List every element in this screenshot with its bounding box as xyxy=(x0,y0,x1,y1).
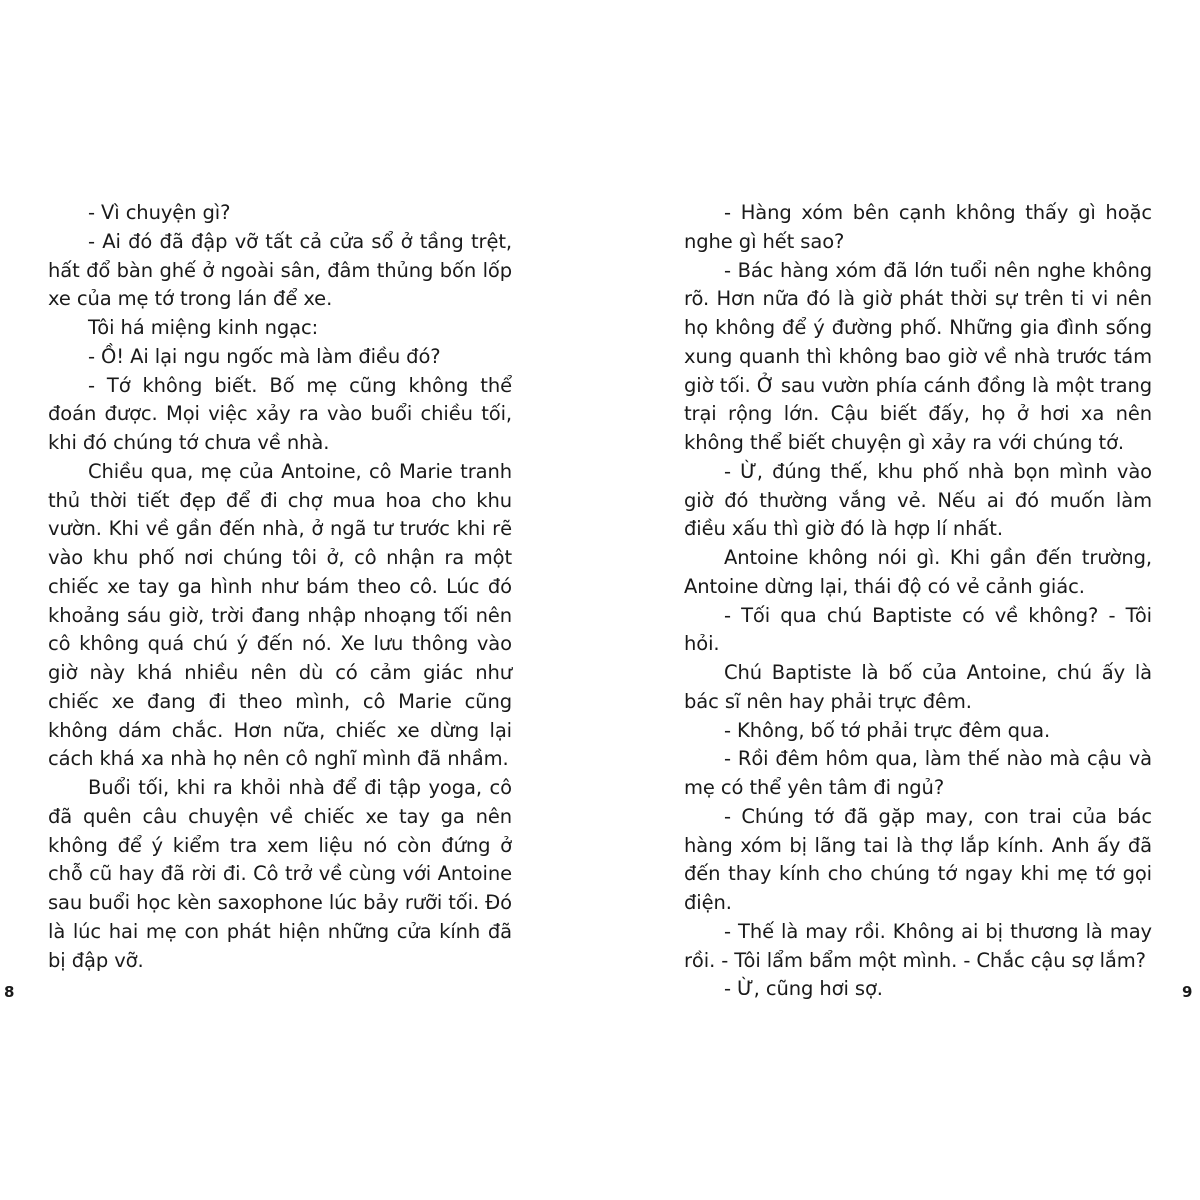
page-number-right: 9 xyxy=(1182,983,1193,1001)
left-page-text xyxy=(48,199,512,975)
paragraph: - Chúng tớ đã gặp may, con trai của bác hàng xóm bị lãng tai là thợ lắp kính. Anh ấy đã đến thay kính cho chúng tớ ngay khi mẹ tớ gọi điện. xyxy=(684,804,1152,914)
paragraph: Buổi tối, khi ra khỏi nhà để đi tập yoga, cô đã quên câu chuyện về chiếc xe tay ga nên không để ý kiểm tra xem liệu nó còn đứng ở chỗ cũ hay đã rời đi. Cô trở về cùng với Antoine sau buổi học kèn saxophone lúc bảy rưỡi tối. Đó là lúc hai mẹ con phát hiện những cửa kính đã bị đập vỡ. xyxy=(48,776,512,972)
paragraph: - Ồ! Ai lại ngu ngốc mà làm điều đó? xyxy=(88,344,441,368)
paragraph: - Vì chuyện gì? xyxy=(88,201,231,224)
paragraph: - Không, bố tớ phải trực đêm qua. xyxy=(724,718,1051,742)
paragraph: Chú Baptiste là bố của Antoine, chú ấy là bác sĩ nên hay phải trực đêm. xyxy=(684,661,1152,713)
paragraph: - Ai đó đã đập vỡ tất cả cửa sổ ở tầng trệt, hất đổ bàn ghế ở ngoài sân, đâm thủng bốn lốp xe của mẹ tớ trong lán để xe. xyxy=(48,229,512,311)
paragraph: - Rồi đêm hôm qua, làm thế nào mà cậu và mẹ có thể yên tâm đi ngủ? xyxy=(684,747,1152,799)
paragraph: - Tối qua chú Baptiste có về không? - Tôi hỏi. xyxy=(684,603,1152,656)
paragraph: - Tớ không biết. Bố mẹ cũng không thể đoán được. Mọi việc xảy ra vào buổi chiều tối, khi đó chúng tớ chưa về nhà. xyxy=(48,373,512,454)
paragraph: - Bác hàng xóm đã lớn tuổi nên nghe không rõ. Hơn nữa đó là giờ phát thời sự trên ti vi nên họ không để ý đường phố. Những gia đình sống xung quanh thì không bao giờ về nhà trước tám giờ tối. Ở sau vườn phía cánh đồng là một trang trại rộng lớn. Cậu biết đấy, họ ở hơi xa nên không thể biết chuyện gì xảy ra với chúng tớ. xyxy=(684,258,1152,454)
paragraph: - Ừ, cũng hơi sợ. xyxy=(724,977,883,1001)
paragraph: Tôi há miệng kinh ngạc: xyxy=(88,316,319,339)
paragraph: - Ừ, đúng thế, khu phố nhà bọn mình vào giờ đó thường vắng vẻ. Nếu ai đó muốn làm điều xấu thì giờ đó là hợp lí nhất. xyxy=(684,459,1152,541)
paragraph: - Thế là may rồi. Không ai bị thương là may rồi. - Tôi lẩm bẩm một mình. - Chắc cậu sợ lắm? xyxy=(684,919,1152,972)
paragraph: - Hàng xóm bên cạnh không thấy gì hoặc nghe gì hết sao? xyxy=(684,201,1152,253)
paragraph: Chiều qua, mẹ của Antoine, cô Marie tranh thủ thời tiết đẹp để đi chợ mua hoa cho khu vườn. Khi về gần đến nhà, ở ngã tư trước khi rẽ vào khu phố nơi chúng tôi ở, cô nhận ra một chiếc xe tay ga hình như bám theo cô. Lúc đó khoảng sáu giờ, trời đang nhập nhoạng tối nên cô không quá chú ý đến nó. Xe lưu thông vào giờ này khá nhiều nên dù có cảm giác như chiếc xe đang đi theo mình, cô Marie cũng không dám chắc. Hơn nữa, chiếc xe dừng lại cách khá xa nhà họ nên cô nghĩ mình đã nhầm. xyxy=(48,459,512,771)
right-page-text xyxy=(684,199,1152,1004)
page-number-left: 8 xyxy=(4,983,15,1001)
paragraph: Antoine không nói gì. Khi gần đến trường, Antoine dừng lại, thái độ có vẻ cảnh giác. xyxy=(684,546,1152,598)
